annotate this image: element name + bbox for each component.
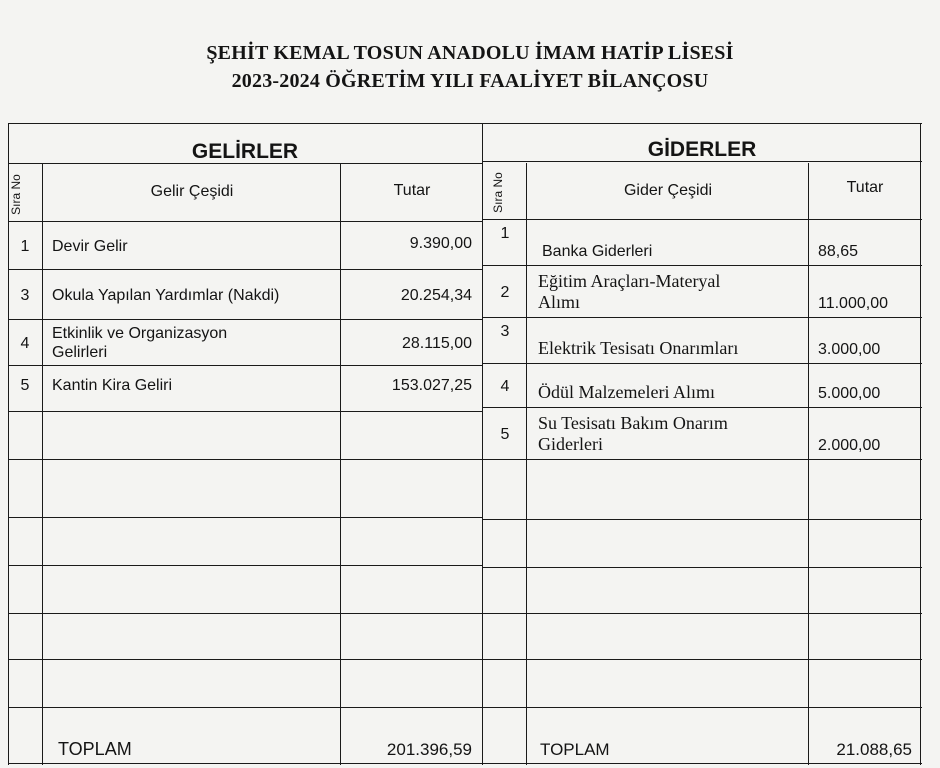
- expense-row-line: [482, 519, 922, 520]
- expense-row-no: 2: [500, 283, 510, 301]
- expense-row-type-line: Su Tesisatı Bakım Onarım: [538, 413, 728, 433]
- table-border-top: [8, 123, 922, 124]
- expense-row-type-line: Eğitim Araçları-Materyal: [538, 271, 721, 291]
- income-row-amount: 153.027,25: [391, 376, 472, 394]
- expense-row-type-line: Giderleri: [538, 434, 603, 454]
- expense-col-amount-header: Tutar: [846, 178, 884, 196]
- income-row-type: [44, 321, 340, 365]
- expense-row-line: [482, 659, 922, 660]
- income-row-no: 5: [20, 376, 30, 394]
- income-col-type-header: Gelir Çeşidi: [150, 182, 234, 200]
- income-row-line: [8, 319, 483, 320]
- income-row-line: [8, 269, 483, 270]
- expense-row-line: [482, 459, 922, 460]
- expense-row-type: Banka Giderleri: [542, 243, 653, 260]
- expense-col-line: [808, 163, 809, 765]
- expense-row-no: 4: [500, 377, 510, 395]
- income-row-line: [8, 565, 483, 566]
- expense-row-line: [482, 613, 922, 614]
- expense-row-amount: 5.000,00: [818, 385, 881, 402]
- income-col-line: [42, 163, 43, 765]
- income-row-no: 1: [20, 237, 30, 255]
- expense-row-amount: 2.000,00: [818, 437, 881, 454]
- expense-row-line: [482, 265, 922, 266]
- income-col-no-label: Sıra No: [8, 174, 23, 215]
- expense-row-line: [482, 317, 922, 318]
- income-col-no-header: [8, 165, 42, 221]
- expense-row-type: Ödül Malzemeleri Alımı: [538, 382, 715, 402]
- document-subtitle: 2023-2024 ÖĞRETİM YILI FAALİYET BİLANÇOSU: [231, 70, 709, 92]
- income-row-type: Devir Gelir: [52, 237, 128, 255]
- table-border-bottom: [8, 763, 922, 764]
- income-row-line: [8, 659, 483, 660]
- expense-row-line: [482, 219, 922, 220]
- expense-row-amount: 88,65: [818, 243, 859, 260]
- income-row-line: [8, 365, 483, 366]
- expense-section-title: GİDERLER: [647, 137, 757, 161]
- income-col-amount-header: Tutar: [393, 181, 431, 199]
- expense-total-amount: 21.088,65: [836, 740, 912, 759]
- income-row-line: [8, 613, 483, 614]
- expense-row-type-line: Alımı: [538, 292, 581, 312]
- expense-col-no-header: [484, 163, 526, 219]
- document-title: ŞEHİT KEMAL TOSUN ANADOLU İMAM HATİP LİSESİ: [206, 42, 734, 64]
- expense-row-type: [528, 267, 808, 317]
- expense-row-line: [482, 567, 922, 568]
- income-col-line: [340, 163, 341, 765]
- income-total-label: TOPLAM: [58, 739, 132, 759]
- income-row-line: [8, 221, 483, 222]
- income-row-amount: 9.390,00: [409, 234, 472, 252]
- expense-row-amount: 3.000,00: [818, 341, 881, 358]
- income-row-line: [8, 517, 483, 518]
- income-row-no: 4: [20, 334, 30, 352]
- expense-row-line: [482, 707, 922, 708]
- expense-row-amount: 11.000,00: [818, 295, 888, 312]
- expense-row-no: 5: [500, 425, 510, 443]
- income-row-amount: 20.254,34: [400, 286, 472, 304]
- expense-row-type: Elektrik Tesisatı Onarımları: [538, 338, 739, 358]
- income-row-type: Okula Yapılan Yardımlar (Nakdi): [52, 286, 280, 304]
- expense-total-label: TOPLAM: [540, 740, 610, 759]
- income-row-type-line: Etkinlik ve Organizasyon: [52, 325, 228, 342]
- income-row-line: [8, 411, 483, 412]
- income-row-type: Kantin Kira Geliri: [52, 376, 173, 394]
- expense-row-line: [482, 161, 922, 162]
- income-row-no: 3: [20, 286, 30, 304]
- income-section-title: GELİRLER: [191, 139, 299, 163]
- income-row-line: [8, 163, 483, 164]
- expense-row-line: [482, 363, 922, 364]
- income-total-amount: 201.396,59: [386, 740, 472, 759]
- expense-col-type-header: Gider Çeşidi: [623, 181, 713, 199]
- expense-row-type: [528, 409, 808, 459]
- balance-table: [8, 123, 922, 765]
- expense-col-line: [526, 163, 527, 765]
- expense-row-no: 3: [500, 323, 510, 340]
- income-row-type-line: Gelirleri: [52, 344, 108, 361]
- income-row-line: [8, 459, 483, 460]
- expense-row-no: 1: [500, 225, 510, 242]
- expense-row-line: [482, 407, 922, 408]
- income-row-line: [8, 707, 483, 708]
- expense-col-no-label: Sıra No: [490, 172, 505, 213]
- income-row-amount: 28.115,00: [402, 334, 472, 352]
